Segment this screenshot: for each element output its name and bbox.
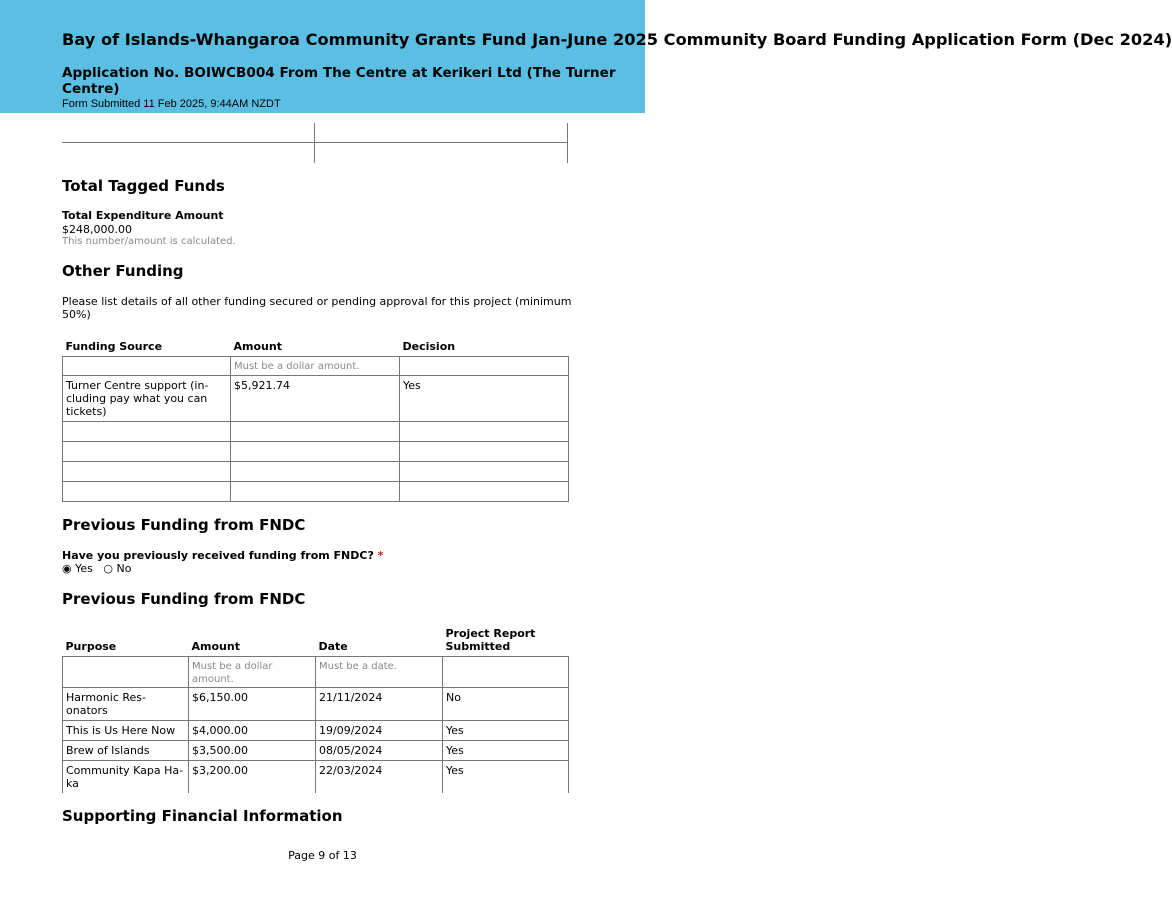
table-row bbox=[63, 656, 569, 687]
section-heading-total-tagged: Total Tagged Funds bbox=[62, 177, 225, 195]
table-row bbox=[63, 720, 569, 740]
purpose-cell: This is Us Here Now bbox=[63, 720, 189, 740]
date-cell: 22/03/2024 bbox=[316, 760, 443, 793]
previous-funding-question bbox=[62, 549, 383, 562]
table-cell bbox=[400, 356, 569, 375]
table-cell bbox=[231, 481, 400, 501]
table-row bbox=[63, 760, 569, 793]
previous-table-remnant bbox=[62, 123, 568, 163]
table-cell bbox=[63, 656, 189, 687]
table-divider bbox=[62, 142, 568, 143]
purpose-cell: Harmonic Res-onators bbox=[63, 687, 189, 720]
report-cell: No bbox=[443, 687, 569, 720]
total-expenditure-label: Total Expenditure Amount bbox=[62, 209, 224, 222]
radio-label-yes: Yes bbox=[75, 562, 93, 575]
section-heading-previous-funding: Previous Funding from FNDC bbox=[62, 516, 306, 534]
submission-timestamp: Form Submitted 11 Feb 2025, 9:44AM NZDT bbox=[62, 98, 281, 110]
date-cell: 08/05/2024 bbox=[316, 740, 443, 760]
application-number: Application No. BOIWCB004 From The Centre at Kerikeri Ltd (The Turner Centre) bbox=[62, 65, 616, 97]
table-row bbox=[63, 461, 569, 481]
table-cell bbox=[400, 461, 569, 481]
other-funding-instructions: Please list details of all other funding secured or pending approval for this project (minimum 50%) bbox=[62, 295, 572, 321]
table-cell bbox=[231, 421, 400, 441]
table-divider bbox=[314, 123, 315, 163]
purpose-cell: Brew of Islands bbox=[63, 740, 189, 760]
table-cell bbox=[400, 421, 569, 441]
table-cell bbox=[63, 421, 231, 441]
amount-cell: $4,000.00 bbox=[189, 720, 316, 740]
previous-funding-table bbox=[62, 624, 569, 793]
calculated-hint: This number/amount is calculated. bbox=[62, 236, 236, 247]
table-row bbox=[63, 441, 569, 461]
page-number: Page 9 of 13 bbox=[288, 849, 357, 862]
table-divider bbox=[567, 123, 568, 163]
total-expenditure-value: $248,000.00 bbox=[62, 223, 132, 236]
report-cell: Yes bbox=[443, 760, 569, 793]
column-header-amount: Amount bbox=[191, 639, 240, 653]
radio-option-yes[interactable] bbox=[62, 562, 93, 575]
form-header bbox=[0, 0, 1172, 113]
decision-cell: Yes bbox=[400, 375, 569, 421]
column-header-funding-source: Funding Source bbox=[65, 339, 163, 353]
form-title: Bay of Islands-Whangaroa Community Grants Fund Jan-June 2025 Community Board Funding Application Form (Dec 2024) bbox=[62, 30, 1172, 49]
report-cell: Yes bbox=[443, 720, 569, 740]
table-cell bbox=[231, 461, 400, 481]
section-heading-other-funding: Other Funding bbox=[62, 262, 184, 280]
column-header-amount: Amount bbox=[233, 339, 282, 353]
radio-selected-icon: ◉ bbox=[62, 562, 72, 575]
question-text: Have you previously received funding from FNDC? bbox=[62, 549, 374, 562]
amount-hint: Must be a dollar amount. bbox=[189, 656, 316, 687]
date-cell: 19/09/2024 bbox=[316, 720, 443, 740]
table-cell bbox=[63, 481, 231, 501]
report-cell: Yes bbox=[443, 740, 569, 760]
column-header-decision: Decision bbox=[402, 339, 456, 353]
column-header-report: Project Report Submitted bbox=[445, 626, 536, 653]
radio-option-no[interactable] bbox=[103, 562, 131, 575]
section-heading-previous-funding-table: Previous Funding from FNDC bbox=[62, 590, 306, 608]
section-heading-supporting-financial: Supporting Financial Information bbox=[62, 807, 343, 825]
table-cell bbox=[443, 656, 569, 687]
amount-cell: $5,921.74 bbox=[231, 375, 400, 421]
table-row bbox=[63, 687, 569, 720]
date-hint: Must be a date. bbox=[316, 656, 443, 687]
table-cell bbox=[63, 356, 231, 375]
amount-hint: Must be a dollar amount. bbox=[231, 356, 400, 375]
table-cell bbox=[63, 461, 231, 481]
table-cell bbox=[63, 441, 231, 461]
date-cell: 21/11/2024 bbox=[316, 687, 443, 720]
amount-cell: $6,150.00 bbox=[189, 687, 316, 720]
radio-unselected-icon: ○ bbox=[103, 562, 113, 575]
table-cell bbox=[231, 441, 400, 461]
other-funding-table bbox=[62, 333, 569, 502]
radio-label-no: No bbox=[116, 562, 132, 575]
table-cell bbox=[400, 441, 569, 461]
previous-funding-radio-group bbox=[62, 562, 131, 575]
column-header-purpose: Purpose bbox=[65, 639, 117, 653]
table-cell bbox=[400, 481, 569, 501]
table-row bbox=[63, 421, 569, 441]
table-row bbox=[63, 481, 569, 501]
column-header-date: Date bbox=[318, 639, 348, 653]
table-row bbox=[63, 375, 569, 421]
amount-cell: $3,200.00 bbox=[189, 760, 316, 793]
funding-source-cell: Turner Centre support (in-cluding pay what you can tickets) bbox=[63, 375, 231, 421]
amount-cell: $3,500.00 bbox=[189, 740, 316, 760]
table-row bbox=[63, 740, 569, 760]
purpose-cell: Community Kapa Ha-ka bbox=[63, 760, 189, 793]
required-mark: * bbox=[377, 549, 384, 562]
table-row bbox=[63, 356, 569, 375]
